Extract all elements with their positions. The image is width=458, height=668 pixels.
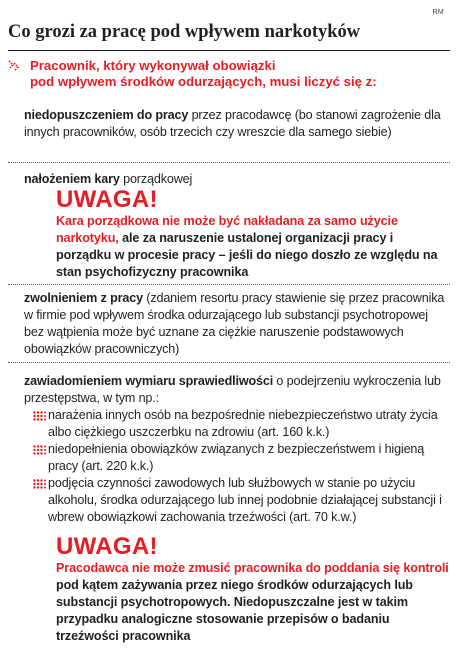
red-dots-bullet-icon bbox=[33, 411, 46, 421]
red-double-chevron-icon bbox=[8, 59, 21, 73]
section-not-admitted bbox=[24, 107, 450, 141]
warning-text bbox=[56, 560, 450, 645]
section-text: o podejrzeniu wykroczenia lub przestępstwa, w tym np.: bbox=[24, 374, 441, 405]
title-divider bbox=[8, 50, 450, 51]
warning-red-text: Pracodawca nie może zmusić pracownika do poddania się kontroli bbox=[56, 561, 449, 575]
section-text: (zdaniem resortu pracy stawienie się przez pracownika w firmie pod wpływem środka odurzającego lub substancji psychotropowej bez wątpienia może być uznane za ciężkie naruszenie podstawowych obowiązków pracowniczych) bbox=[24, 291, 445, 356]
section-text: porządkowej bbox=[119, 172, 193, 186]
dotted-divider bbox=[8, 362, 450, 363]
warning-box-2 bbox=[56, 534, 450, 645]
red-dots-bullet-icon bbox=[33, 445, 46, 455]
warning-black-text: ale za naruszenie ustalonej organizacji pracy i porządku w procesie pracy – jeśli do niego doszło ze względu na stan psychofizyczny pracownika bbox=[56, 231, 438, 279]
warning-heading: UWAGA! bbox=[56, 533, 158, 560]
intro-text bbox=[30, 58, 448, 90]
warning-text bbox=[56, 213, 450, 281]
section-dismissal bbox=[24, 290, 450, 358]
list-item-text: podjęcia czynności zawodowych lub służbowych w stanie po użyciu alkoholu, środka odurzającego lub innej podobnie działającej substancji i wbrew obowiązkowi zachowania trzeźwości (art. 70 k.w.) bbox=[48, 476, 442, 524]
section-term: zwolnieniem z pracy bbox=[24, 291, 143, 305]
intro-block bbox=[8, 58, 448, 90]
warning-box-1 bbox=[56, 187, 450, 281]
dotted-divider bbox=[8, 162, 450, 163]
list-item bbox=[24, 407, 450, 441]
list-item-text: narażenia innych osób na bezpośrednie niebezpieczeństwo utraty życia albo ciężkiego uszczerbku na zdrowiu (art. 160 k.k.) bbox=[48, 408, 438, 439]
list-item bbox=[24, 441, 450, 475]
photo-credit: RM bbox=[432, 9, 444, 16]
dotted-divider bbox=[8, 284, 450, 285]
offense-list bbox=[24, 407, 450, 526]
intro-line-2: pod wpływem środków odurzających, musi liczyć się z: bbox=[30, 74, 377, 89]
section-term: nałożeniem kary bbox=[24, 172, 120, 186]
section-term: zawiadomieniem wymiaru sprawiedliwości bbox=[24, 374, 274, 388]
warning-red-text: Kara porządkowa nie może być nakładana za samo użycie narkotyku, bbox=[56, 214, 398, 245]
section-term: niedopuszczeniem do pracy bbox=[24, 108, 189, 122]
page-title: Co grozi za pracę pod wpływem narkotyków bbox=[8, 22, 361, 42]
intro-line-1: Pracownik, który wykonywał obowiązki bbox=[30, 58, 276, 73]
warning-black-text: pod kątem zażywania przez niego środków odurzających lub substancji psychotropowych. Niedopuszczalne jest w takim przypadku analogiczne stosowanie przepisów o badaniu trzeźwości pracownika bbox=[56, 578, 413, 643]
list-item bbox=[24, 475, 450, 526]
section-text: przez pracodawcę (bo stanowi zagrożenie dla innych pracowników, osób trzecich czy wreszcie dla samego siebie) bbox=[24, 108, 441, 139]
section-notification bbox=[24, 373, 450, 526]
red-dots-bullet-icon bbox=[33, 479, 46, 489]
list-item-text: niedopełnienia obowiązków związanych z bezpieczeństwem i higieną pracy (art. 220 k.k.) bbox=[48, 442, 425, 473]
warning-heading: UWAGA! bbox=[56, 186, 158, 213]
